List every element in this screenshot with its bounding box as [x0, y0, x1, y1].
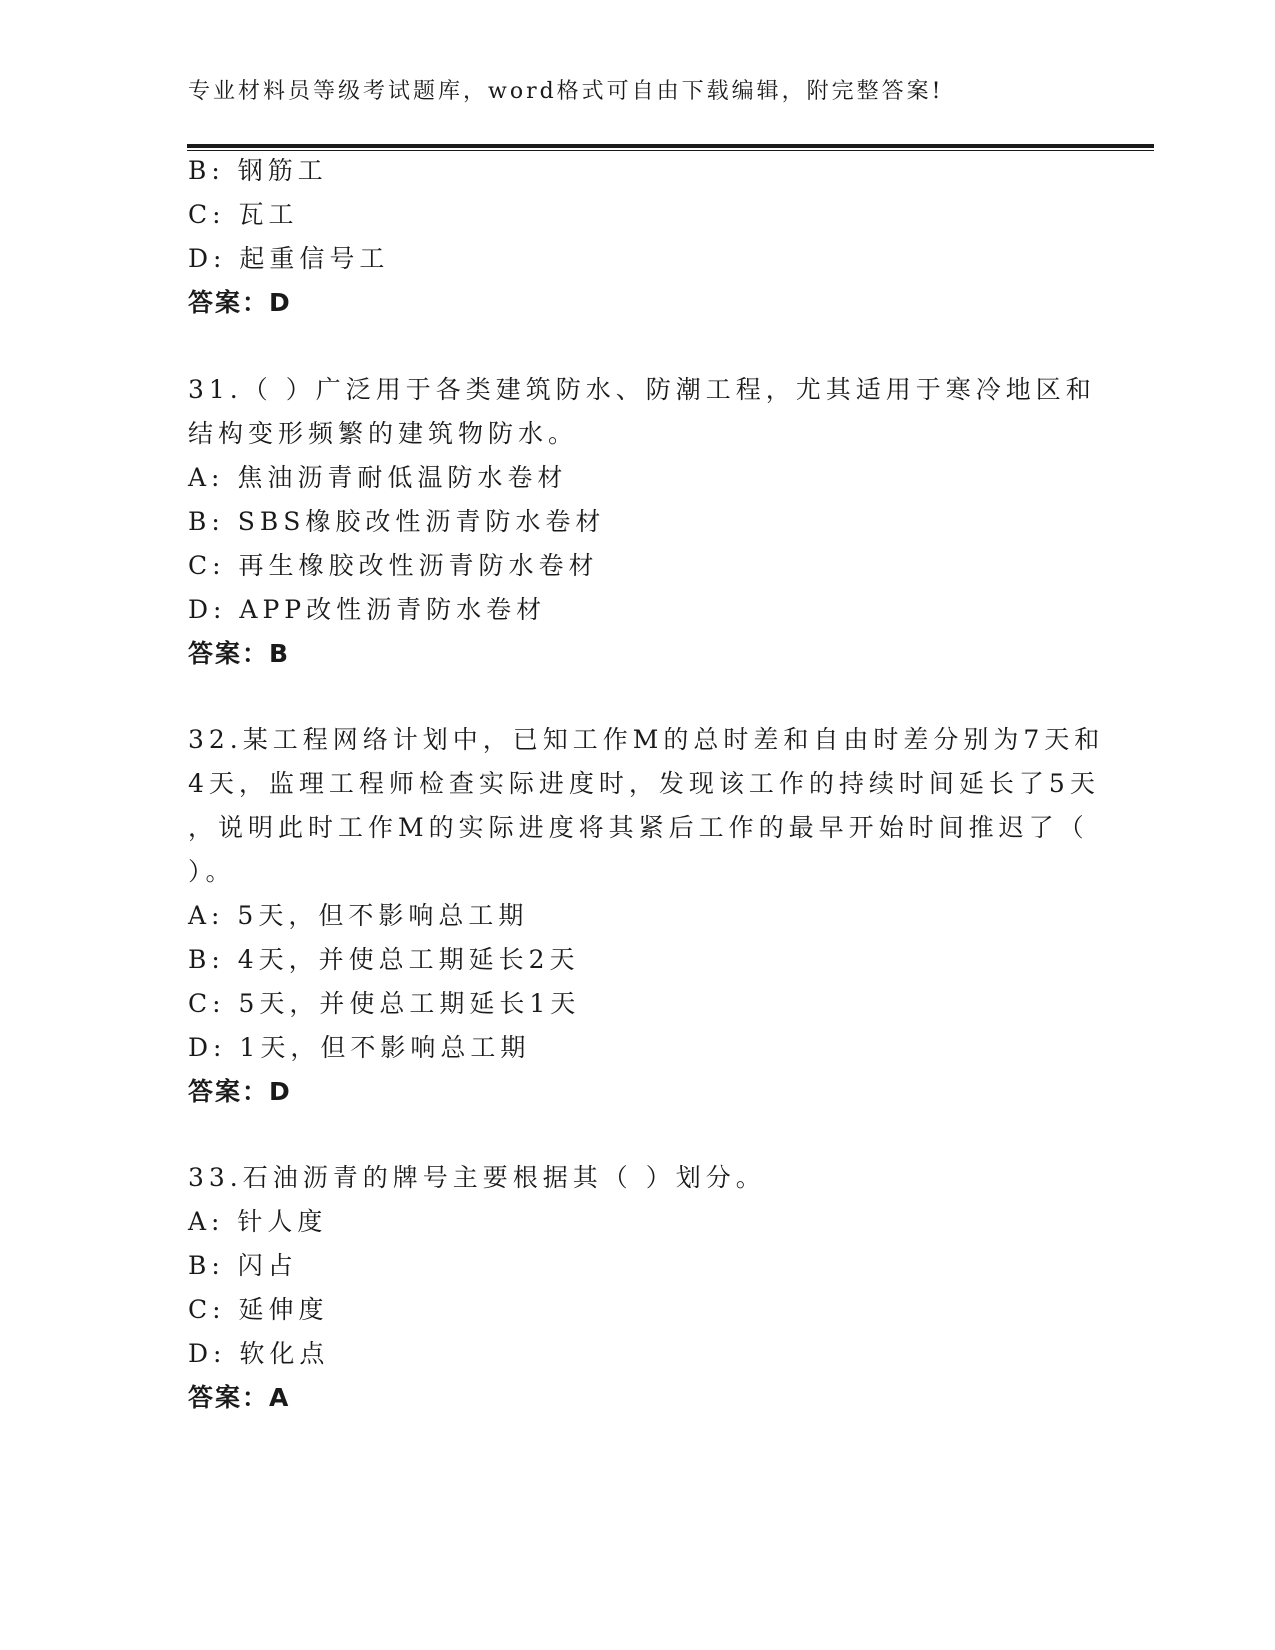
- answer: 答案：D: [188, 1077, 292, 1106]
- question-stem: 结构变形频繁的建筑物防水。: [188, 419, 579, 448]
- option-b: B: 钢筋工: [188, 156, 328, 185]
- option-a: A: 5天，但不影响总工期: [188, 901, 529, 930]
- option-d: D: 软化点: [188, 1339, 330, 1368]
- option-b: B: SBS橡胶改性沥青防水卷材: [188, 507, 606, 536]
- option-d: D: APP改性沥青防水卷材: [188, 595, 547, 624]
- header-rule-thick: [187, 144, 1154, 148]
- option-d: D: 起重信号工: [188, 244, 390, 273]
- answer: 答案：A: [188, 1383, 291, 1412]
- page-header: 专业材料员等级考试题库，word格式可自由下载编辑，附完整答案!: [188, 79, 944, 104]
- option-b: B: 闪占: [188, 1251, 298, 1280]
- answer: 答案：B: [188, 639, 291, 668]
- option-c: C: 瓦工: [188, 200, 299, 229]
- option-c: C: 再生橡胶改性沥青防水卷材: [188, 551, 599, 580]
- option-b: B: 4天，并使总工期延长2天: [188, 945, 580, 974]
- option-a: A: 针人度: [188, 1207, 328, 1236]
- question-stem: 33.石油沥青的牌号主要根据其（ ）划分。: [188, 1163, 766, 1192]
- question-stem: ，说明此时工作M的实际进度将其紧后工作的最早开始时间推迟了（: [188, 813, 1089, 842]
- option-c: C: 延伸度: [188, 1295, 329, 1324]
- option-a: A: 焦油沥青耐低温防水卷材: [188, 463, 568, 492]
- question-stem: 31.（ ）广泛用于各类建筑防水、防潮工程，尤其适用于寒冷地区和: [188, 375, 1096, 404]
- question-stem: 4天，监理工程师检查实际进度时，发现该工作的持续时间延长了5天: [188, 769, 1100, 798]
- question-stem: 32.某工程网络计划中，已知工作M的总时差和自由时差分别为7天和: [188, 725, 1105, 754]
- answer: 答案：D: [188, 288, 292, 317]
- question-stem: ）。: [188, 857, 236, 886]
- option-c: C: 5天，并使总工期延长1天: [188, 989, 581, 1018]
- header-rule-thin: [187, 150, 1154, 151]
- option-d: D: 1天，但不影响总工期: [188, 1033, 531, 1062]
